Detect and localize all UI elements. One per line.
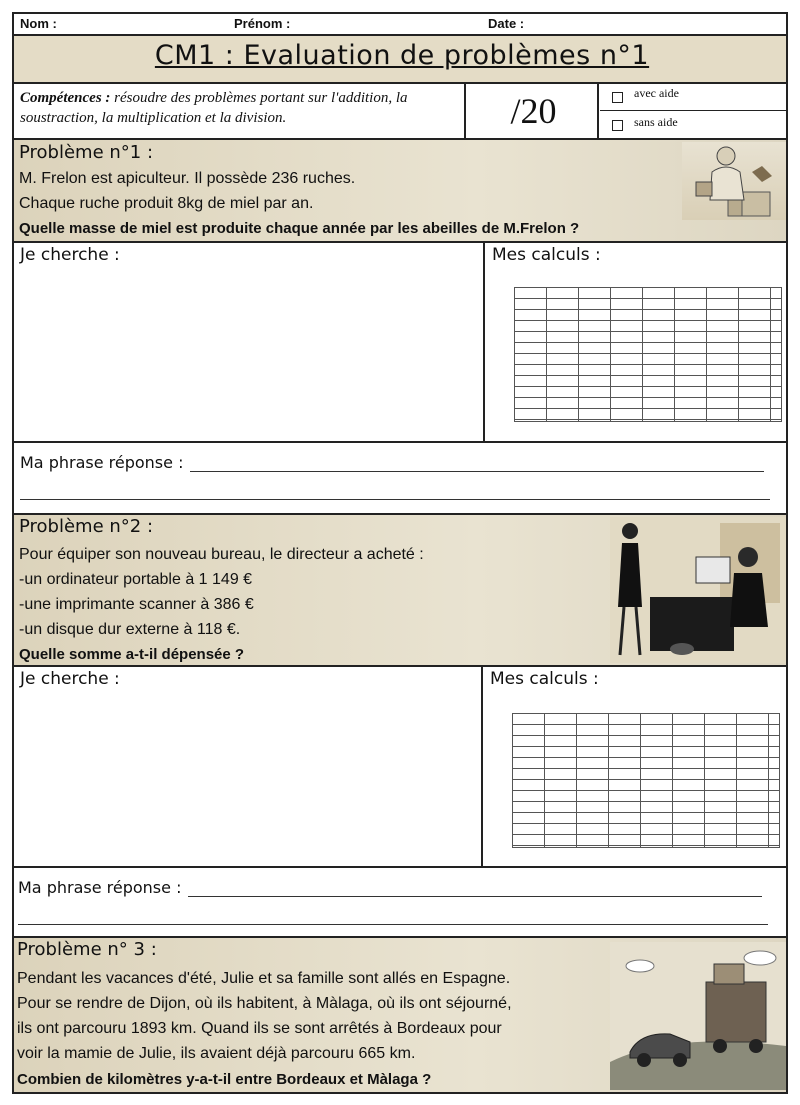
answer-line[interactable] [188, 896, 762, 897]
car-trip-illustration-icon [610, 942, 786, 1090]
answer-line[interactable] [190, 471, 764, 472]
office-illustration-icon [610, 517, 786, 663]
beekeeper-illustration-icon [682, 142, 786, 220]
problem-1-question: Quelle masse de miel est produite chaque année par les abeilles de M.Frelon ? [19, 220, 580, 237]
header-bar [12, 12, 788, 36]
problem-2-question: Quelle somme a-t-il dépensée ? [19, 646, 245, 663]
phrase-reponse-2 [12, 866, 788, 938]
problem-1-title: Problème n°1 : [19, 142, 154, 163]
page-title: CM1 : Evaluation de problèmes n°1 [154, 40, 650, 71]
problem-3-line: ils ont parcouru 1893 km. Quand ils se sont arrêtés à Bordeaux pour [17, 1020, 502, 1037]
mes-calculs-label: Mes calculs : [492, 245, 601, 265]
avec-aide-label: avec aide [634, 86, 679, 100]
date-label: Date : [488, 16, 525, 31]
help-options [600, 82, 788, 140]
je-cherche-area[interactable] [14, 271, 482, 441]
phrase-reponse-1 [12, 441, 788, 515]
phrase-reponse-label: Ma phrase réponse : [18, 878, 182, 897]
problem-2-line: -un ordinateur portable à 1 149 € [19, 571, 253, 588]
calcul-grid[interactable] [514, 287, 782, 422]
problem-3-question: Combien de kilomètres y-a-t-il entre Bordeaux et Màlaga ? [17, 1071, 432, 1088]
prenom-label: Prénom : [234, 16, 291, 31]
nom-label: Nom : [20, 16, 57, 31]
je-cherche-label: Je cherche : [20, 245, 120, 265]
sans-aide-checkbox[interactable] [612, 120, 623, 131]
work-area-2 [12, 665, 788, 868]
divider [481, 667, 483, 866]
help-option-row[interactable] [600, 111, 788, 140]
problem-3-line: Pour se rendre de Dijon, où ils habitent, à Màlaga, où ils ont séjourné, [17, 995, 512, 1012]
competences-text [20, 88, 460, 128]
answer-line[interactable] [20, 499, 770, 500]
competences-label: Compétences : [20, 90, 111, 106]
mes-calculs-label: Mes calculs : [490, 669, 599, 689]
problem-2-line: -une imprimante scanner à 386 € [19, 596, 254, 613]
divider [483, 243, 485, 441]
problem-2-line: Pour équiper son nouveau bureau, le directeur a acheté : [19, 546, 424, 563]
problem-2-line: -un disque dur externe à 118 €. [19, 621, 241, 638]
score-box [464, 82, 599, 140]
problem-3-box [12, 936, 788, 1094]
problem-3-line: voir la mamie de Julie, ils avaient déjà parcouru 665 km. [17, 1045, 416, 1062]
problem-2-title: Problème n°2 : [19, 516, 154, 537]
problem-2-box [12, 513, 788, 667]
problem-1-line: M. Frelon est apiculteur. Il possède 236 ruches. [19, 170, 356, 187]
je-cherche-label: Je cherche : [20, 669, 120, 689]
work-area-1 [12, 241, 788, 443]
problem-3-line: Pendant les vacances d'été, Julie et sa famille sont allés en Espagne. [17, 970, 511, 987]
competences-description: résoudre des problèmes portant sur l'addition, la soustraction, la multiplication et la division. [20, 90, 408, 126]
avec-aide-checkbox[interactable] [612, 92, 623, 103]
title-bar [12, 36, 788, 84]
competences-row [12, 82, 788, 140]
problem-1-line: Chaque ruche produit 8kg de miel par an. [19, 195, 314, 212]
calcul-grid[interactable] [512, 713, 780, 848]
je-cherche-area[interactable] [14, 695, 480, 865]
help-option-row[interactable] [600, 82, 788, 111]
score-value: /20 [510, 91, 557, 131]
problem-3-title: Problème n° 3 : [17, 939, 157, 960]
sans-aide-label: sans aide [634, 115, 678, 129]
problem-1-box [12, 140, 788, 243]
answer-line[interactable] [18, 924, 768, 925]
phrase-reponse-label: Ma phrase réponse : [20, 453, 184, 472]
